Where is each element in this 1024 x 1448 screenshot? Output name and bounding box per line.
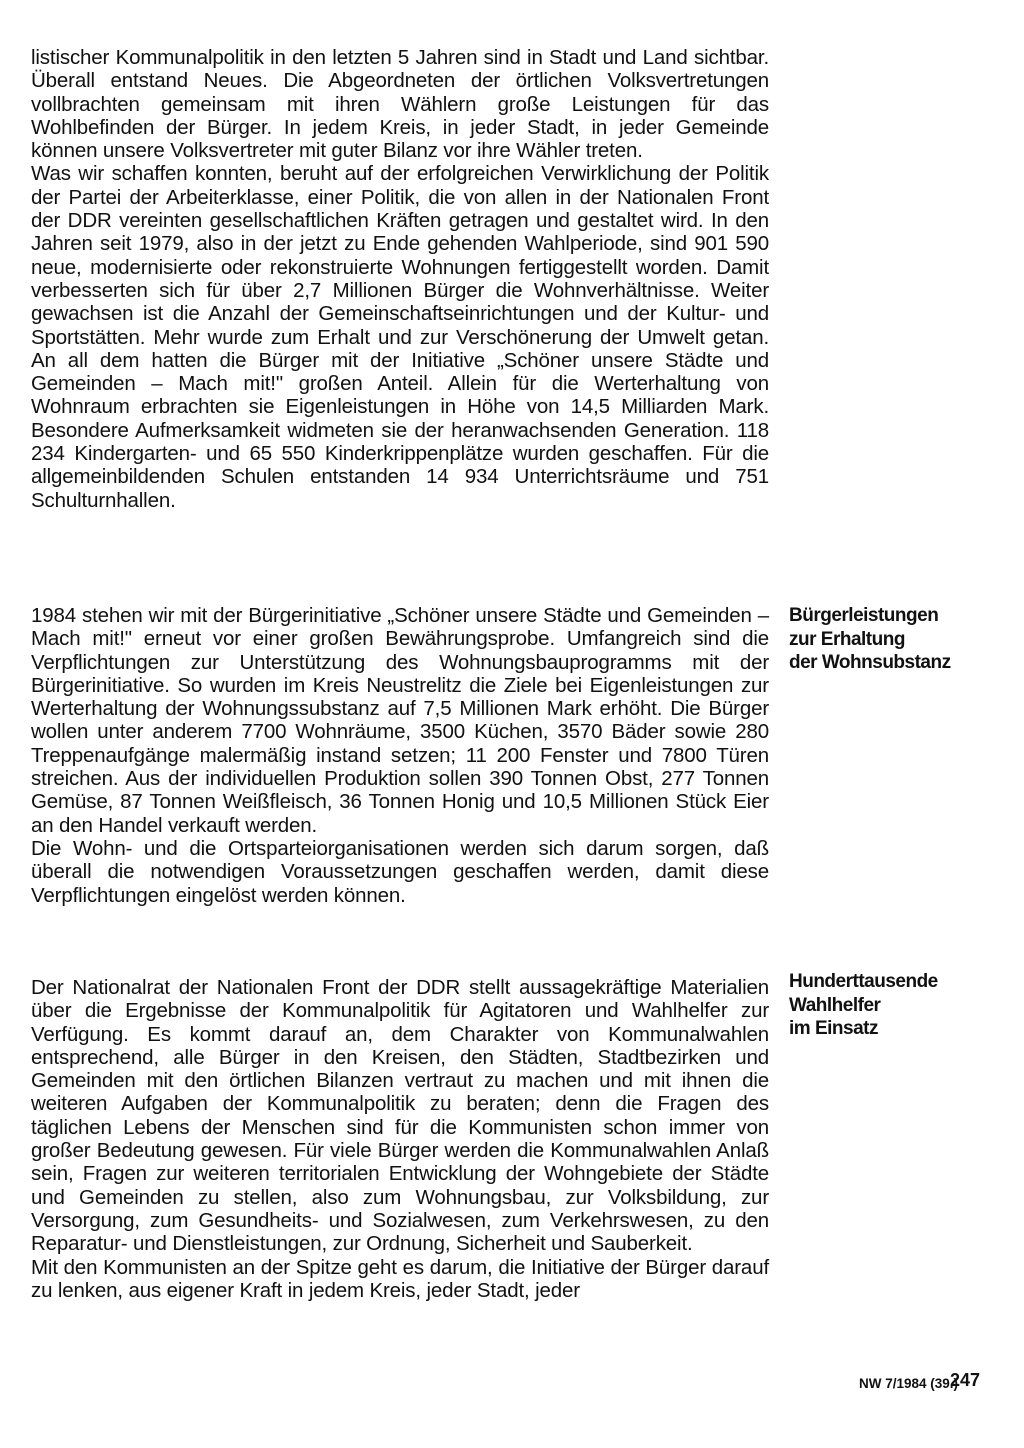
heading-line: Bürgerleistungen <box>789 605 939 626</box>
section-wahlhelfer <box>31 976 769 1302</box>
heading-line: der Wohnsubstanz <box>789 652 951 673</box>
section-buergerleistungen <box>31 604 769 907</box>
paragraph: listischer Kommunalpolitik in den letzten 5 Jahren sind in Stadt und Land sichtbar. Überall entstand Neues. Die Abgeordneten der örtlichen Volksvertretungen vollbrachten gemeinsam mit ihren Wählern große Leistungen für das Wohlbefinden der Bürger. In jedem Kreis, in jeder Stadt, in jeder Gemeinde können unsere Volksvertreter mit guter Bilanz vor ihre Wähler treten. <box>31 46 769 163</box>
heading-line: zur Erhaltung <box>789 628 905 650</box>
journal-reference: NW 7/1984 (39.) <box>859 1376 959 1391</box>
margin-heading-buergerleistungen <box>789 604 1009 675</box>
heading-line: Hunderttausende <box>789 971 938 992</box>
heading-line: Wahlhelfer <box>789 994 881 1016</box>
heading-line: im Einsatz <box>789 1018 878 1039</box>
margin-heading-wahlhelfer <box>789 970 1009 1041</box>
paragraph: Was wir schaffen konnten, beruht auf der erfolgreichen Verwirklichung der Politik der Partei der Arbeiterklasse, einer Politik, die von allen in der Nationalen Front der DDR vereinten gesellschaftlichen Kräften getragen und gestaltet wird. In den Jahren seit 1979, also in der jetzt zu Ende gehenden Wahlperiode, sind 901 590 neue, modernisierte oder rekonstruierte Wohnungen fertiggestellt worden. Damit verbesserten sich für über 2,7 Millionen Bürger die Wohnverhältnisse. Weiter gewachsen ist die Anzahl der Gemeinschaftseinrichtungen und der Kultur- und Sportstätten. Mehr wurde zum Erhalt und zur Verschönerung der Umwelt getan. An all dem hatten die Bürger mit der Initiative „Schöner unsere Städte und Gemeinden – Mach mit!" großen Anteil. Allein für die Werterhaltung von Wohnraum erbrachten sie Eigenleistungen in Höhe von 14,5 Milliarden Mark. Besondere Aufmerksamkeit widmeten sie der heranwachsenden Generation. 118 234 Kindergarten- und 65 550 Kinderkrippenplätze wurden geschaffen. Für die allgemeinbildenden Schulen entstanden 14 934 Unterrichtsräume und 751 Schulturnhallen. <box>31 162 769 512</box>
paragraph: 1984 stehen wir mit der Bürgerinitiative „Schöner unsere Städte und Gemeinden – Mach mit!" erneut vor einer großen Bewährungsprobe. Umfangreich sind die Verpflichtungen zur Unterstützung des Wohnungsbauprogramms mit der Bürgerinitiative. So wurden im Kreis Neustrelitz die Ziele bei Eigenleistungen zur Werterhaltung der Wohnungssubstanz auf 7,5 Millionen Mark erhöht. Die Bürger wollen unter anderem 7700 Wohnräume, 3500 Küchen, 3570 Bäder sowie 280 Treppenaufgänge malermäßig instand setzen; 11 200 Fenster und 7800 Türen streichen. Aus der individuellen Produktion sollen 390 Tonnen Obst, 277 Tonnen Gemüse, 87 Tonnen Weißfleisch, 36 Tonnen Honig und 10,5 Millionen Stück Eier an den Handel verkauft werden. <box>31 604 769 837</box>
paragraph: Der Nationalrat der Nationalen Front der DDR stellt aussagekräftige Materialien über die Ergebnisse der Kommunalpolitik für Agitatoren und Wahlhelfer zur Verfügung. Es kommt darauf an, dem Charakter von Kommunalwahlen entsprechend, alle Bürger in den Kreisen, den Städten, Stadtbezirken und Gemeinden mit den örtlichen Bilanzen vertraut zu machen und mit ihnen die weiteren Aufgaben der Kommunalpolitik zu beraten; denn die Fragen des täglichen Lebens der Menschen sind für die Kommunisten schon immer von großer Bedeutung gewesen. Für viele Bürger werden die Kommunalwahlen Anlaß sein, Fragen zur weiteren territorialen Entwicklung der Wohngebiete der Städte und Gemeinden zu stellen, also zum Wohnungsbau, zur Volksbildung, zur Versorgung, zum Gesundheits- und Sozialwesen, zum Verkehrswesen, zu den Reparatur- und Dienstleistungen, zur Ordnung, Sicherheit und Sauberkeit. <box>31 976 769 1256</box>
page-number: 247 <box>950 1370 981 1390</box>
paragraph: Mit den Kommunisten an der Spitze geht es darum, die Initiative der Bürger darauf zu lenken, aus eigener Kraft in jedem Kreis, jeder Stadt, jeder <box>31 1255 769 1302</box>
section-intro <box>31 46 769 512</box>
paragraph: Die Wohn- und die Ortsparteiorganisationen werden sich darum sorgen, daß überall die notwendigen Voraussetzungen geschaffen werden, damit diese Verpflichtungen eingelöst werden können. <box>31 836 769 907</box>
